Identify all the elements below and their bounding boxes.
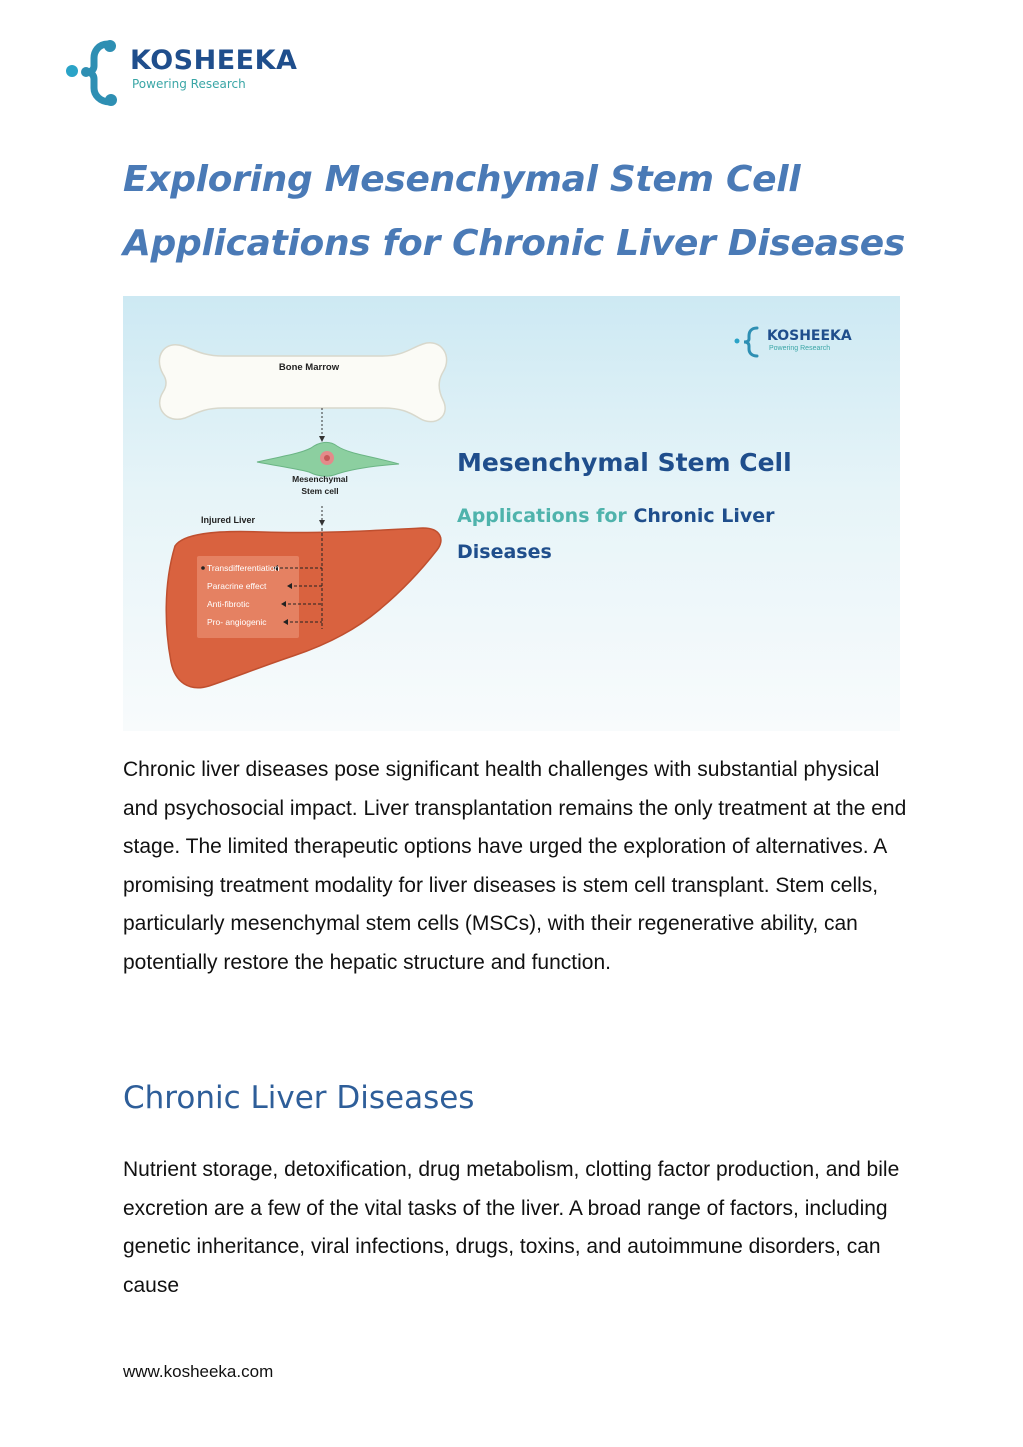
banner-sub-dark-1: Chronic Liver xyxy=(633,505,775,527)
footer-url[interactable]: www.kosheeka.com xyxy=(123,1362,274,1381)
brand-tagline: Powering Research xyxy=(132,77,246,91)
label-msc-line1: Mesenchymal xyxy=(292,474,348,484)
brand-name: KOSHEEKA xyxy=(130,45,298,76)
bone-icon xyxy=(159,343,446,422)
banner-heading: Mesenchymal Stem Cell xyxy=(457,448,792,477)
effect-item-4: Pro- angiogenic xyxy=(207,617,267,627)
banner-sub-teal: Applications for xyxy=(457,505,627,527)
label-injured-liver: Injured Liver xyxy=(201,515,256,525)
section-heading: Chronic Liver Diseases xyxy=(123,1080,475,1116)
effect-item-1: Transdifferentiation xyxy=(207,563,280,573)
effect-item-3: Anti-fibrotic xyxy=(207,599,250,609)
banner-image xyxy=(123,296,900,731)
label-msc-line2: Stem cell xyxy=(301,486,339,496)
banner-logo xyxy=(735,326,875,356)
label-bone-marrow: Bone Marrow xyxy=(278,362,340,373)
logo-mark-icon xyxy=(64,38,128,108)
effect-item-2: Paracrine effect xyxy=(207,581,267,591)
banner-logo-tagline: Powering Research xyxy=(769,345,831,352)
banner-logo-name: KOSHEEKA xyxy=(767,328,852,344)
section-paragraph: Nutrient storage, detoxification, drug metabolism, clotting factor production, and bile excretion are a few of the vital tasks of the liver. A broad range of factors, including genetic inheritance, viral infections, drugs, toxins, and autoimmune disorders, can cause xyxy=(123,1158,900,1297)
intro-paragraph: Chronic liver diseases pose significant health challenges with substantial physical and psychosocial impact. Liver transplantation remains the only treatment at the end stage. The limited therapeutic options have urged the exploration of alternatives. A promising treatment modality for liver diseases is stem cell transplant. Stem cells, particularly mesenchymal stem cells (MSCs), with their regenerative ability, can potentially restore the hepatic structure and function. xyxy=(123,758,907,974)
title-line-1: Exploring Mesenchymal Stem Cell xyxy=(123,159,801,200)
kosheeka-logo[interactable] xyxy=(64,38,334,108)
msc-cell-icon xyxy=(257,442,399,476)
title-line-2: Applications for Chronic Liver Diseases xyxy=(123,223,906,264)
page-title xyxy=(123,148,923,276)
banner-subheading xyxy=(457,498,877,570)
banner-sub-dark-2: Diseases xyxy=(457,541,552,563)
